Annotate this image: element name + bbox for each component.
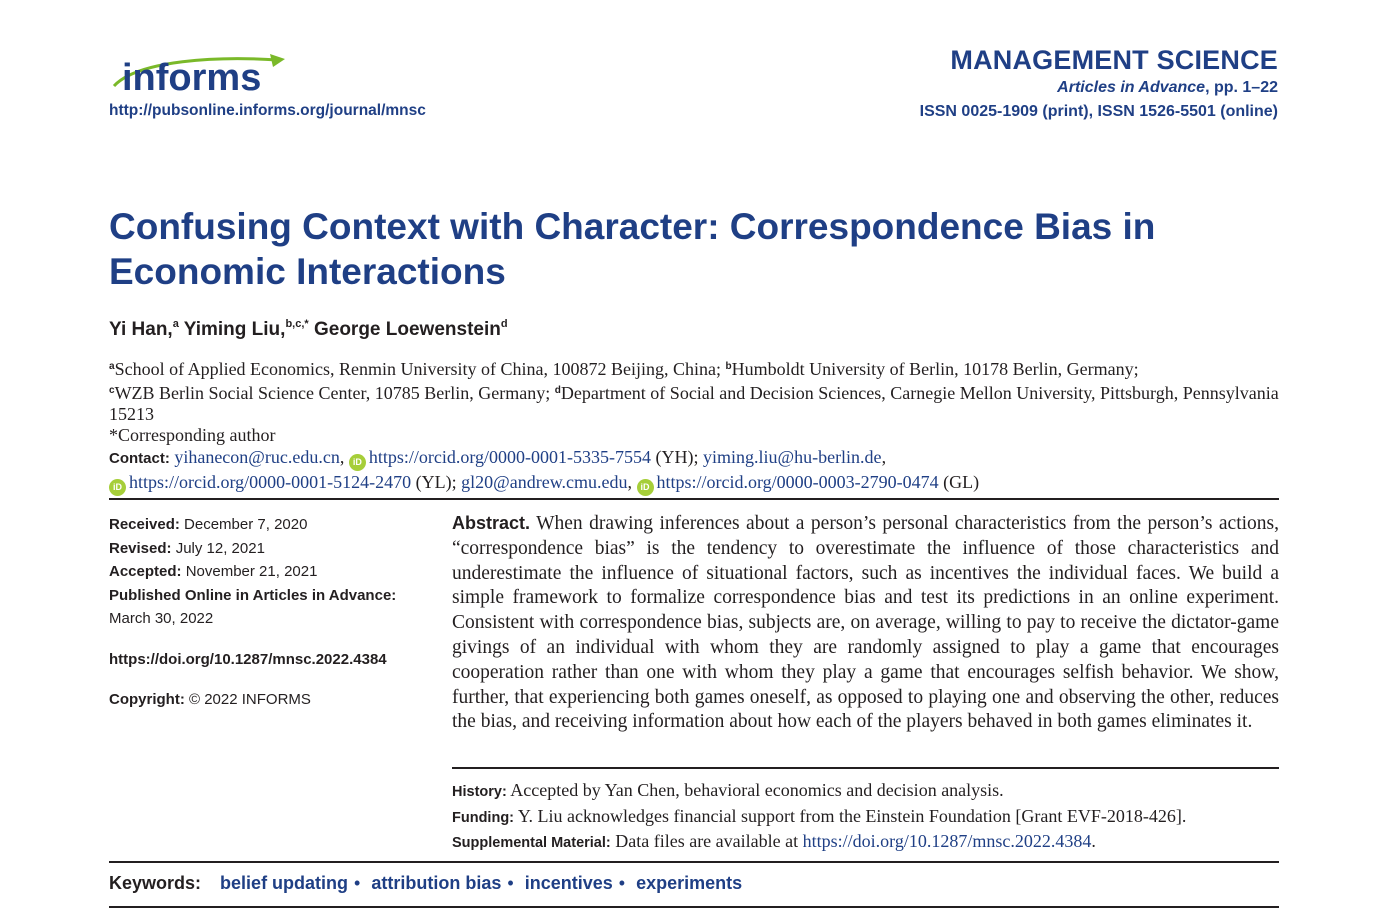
keyword-link[interactable]: incentives — [524, 873, 613, 893]
affiliation-text: WZB Berlin Social Science Center, 10785 Berlin, Germany; — [114, 383, 555, 403]
received-label: Received: — [109, 516, 180, 533]
affiliation-text: School of Applied Economics, Renmin University of China, 100872 Beijing, China; — [114, 359, 726, 379]
copyright-value: © 2022 INFORMS — [184, 691, 311, 708]
keyword-link[interactable]: experiments — [636, 873, 743, 893]
page-range: , pp. 1–22 — [1205, 79, 1278, 96]
author-list — [109, 318, 508, 341]
journal-name: MANAGEMENT SCIENCE — [950, 45, 1278, 75]
supplemental-text: Data files are available at — [610, 831, 803, 851]
orcid-tag: (YH); — [651, 447, 703, 467]
copyright-label: Copyright: — [109, 691, 185, 708]
copyright — [109, 688, 429, 712]
email-link[interactable]: gl20@andrew.cmu.edu — [461, 472, 628, 492]
divider-keywords-bottom — [109, 906, 1279, 908]
supplemental-link[interactable]: https://doi.org/10.1287/mnsc.2022.4384 — [802, 831, 1092, 851]
orcid-icon: iD — [349, 454, 366, 471]
affiliation-text: Department of Social and Decision Sciences, Carnegie Mellon University, Pittsburgh, Pennsylvania 15213 — [109, 383, 1279, 424]
abstract — [452, 511, 1279, 735]
history-note — [452, 779, 1279, 805]
contact-info: Contact: yihanecon@ruc.edu.cn, iD https://orcid.org/0000-0001-5335-7554 (YH); yiming.liu@hu-berlin.de, iD https://orcid.org/0000-0001-5124-2470 (YL); gl20@andrew.cmu.edu, iD https://orcid.org/0000-0003-2790-0474 (GL) — [109, 446, 1289, 496]
article-title: Confusing Context with Character: Correspondence Bias in Economic Interactions — [109, 206, 1156, 292]
author-affiliation-mark: d — [500, 318, 508, 330]
orcid-link[interactable]: https://orcid.org/0000-0001-5335-7554 — [368, 447, 651, 467]
supplemental-note — [452, 830, 1279, 856]
divider-top — [109, 498, 1279, 500]
published-date: March 30, 2022 — [109, 610, 214, 627]
affiliation-mark: a — [109, 361, 115, 372]
author-name[interactable]: Yiming Liu, — [183, 319, 286, 340]
article-notes — [452, 779, 1279, 856]
orcid-link[interactable]: https://orcid.org/0000-0003-2790-0474 — [656, 472, 939, 492]
revised-date — [109, 537, 429, 561]
orcid-icon: iD — [637, 479, 654, 496]
accepted-value: November 21, 2021 — [181, 563, 318, 580]
contact-label: Contact: — [109, 450, 170, 467]
funding-text: Y. Liu acknowledges financial support from the Einstein Foundation [Grant EVF-2018-426]. — [514, 805, 1187, 826]
received-date — [109, 513, 429, 537]
informs-logo[interactable] — [108, 50, 290, 100]
journal-url-link[interactable]: http://pubsonline.informs.org/journal/mnsc — [109, 102, 426, 119]
keyword-link[interactable]: belief updating — [220, 873, 349, 893]
supplemental-label: Supplemental Material: — [452, 835, 611, 851]
journal-info — [920, 44, 1278, 124]
funding-label: Funding: — [452, 809, 515, 826]
abstract-text: When drawing inferences about a person’s personal characteristics from the person’s actions, “correspondence bias” is the tendency to overestimate the influence of those characteristics and underestimate the influence of situational factors, such as incentives the individual faces. We build a simple framework to formalize correspondence bias and test its predictions in an online experiment. Consistent with correspondence bias, subjects are, on average, willing to pay to receive the dictator-game givings of an individual with whom they are randomly assigned to play a game that encourages cooperation rather than one with whom they play a game that encourages selfish behavior. We show, further, that experiencing both games oneself, as opposed to playing one and observing the other, reduces the bias, and receiving information about how each of the players behaved in both games eliminates it. — [452, 513, 1279, 733]
received-value: December 7, 2020 — [179, 516, 308, 533]
orcid-icon: iD — [109, 479, 126, 496]
accepted-label: Accepted: — [109, 563, 182, 580]
divider-abstract — [452, 767, 1279, 769]
keyword-link[interactable]: attribution bias — [371, 873, 502, 893]
supplemental-end: . — [1091, 831, 1096, 851]
doi-link[interactable]: https://doi.org/10.1287/mnsc.2022.4384 — [109, 650, 387, 668]
abstract-label: Abstract. — [452, 513, 531, 533]
affiliation-mark: c — [109, 385, 115, 396]
history-label: History: — [452, 784, 507, 800]
publication-meta — [109, 513, 429, 712]
revised-value: July 12, 2021 — [171, 539, 265, 557]
orcid-tag: (YL); — [411, 472, 462, 492]
orcid-link[interactable]: https://orcid.org/0000-0001-5124-2470 — [129, 472, 412, 492]
author-affiliation-mark: a — [172, 318, 179, 330]
affiliation-mark: b — [725, 361, 732, 372]
divider-keywords-top — [109, 861, 1279, 863]
author-name[interactable]: George Loewenstein — [313, 319, 501, 340]
affiliations — [109, 356, 1289, 446]
email-link[interactable]: yihanecon@ruc.edu.cn — [174, 447, 340, 467]
journal-pages — [920, 76, 1278, 100]
author-affiliation-mark: b,c,* — [285, 318, 309, 330]
keyword-separator: • — [354, 873, 361, 893]
author-name[interactable]: Yi Han, — [109, 319, 173, 340]
history-text: Accepted by Yan Chen, behavioral economics and decision analysis. — [506, 780, 1004, 800]
journal-issn: ISSN 0025-1909 (print), ISSN 1526-5501 (online) — [919, 103, 1278, 120]
funding-note — [452, 805, 1279, 831]
affiliation-text: Humboldt University of Berlin, 10178 Berlin, Germany; — [731, 359, 1139, 379]
orcid-tag: (GL) — [938, 472, 980, 492]
published-label: Published Online in Articles in Advance: — [109, 586, 397, 604]
keywords — [109, 873, 742, 894]
accepted-date — [109, 560, 429, 584]
affiliation-mark: d — [554, 385, 561, 396]
revised-label: Revised: — [109, 539, 172, 557]
keyword-separator: • — [507, 873, 514, 893]
logo-wordmark: informs — [122, 57, 262, 99]
email-link[interactable]: yiming.liu@hu-berlin.de — [703, 447, 882, 467]
keywords-label: Keywords: — [109, 873, 202, 893]
informs-logo-graphic — [108, 50, 290, 100]
corresponding-author-note: *Corresponding author — [109, 425, 276, 445]
keyword-separator: • — [618, 873, 626, 893]
articles-in-advance: Articles in Advance — [1057, 79, 1206, 96]
